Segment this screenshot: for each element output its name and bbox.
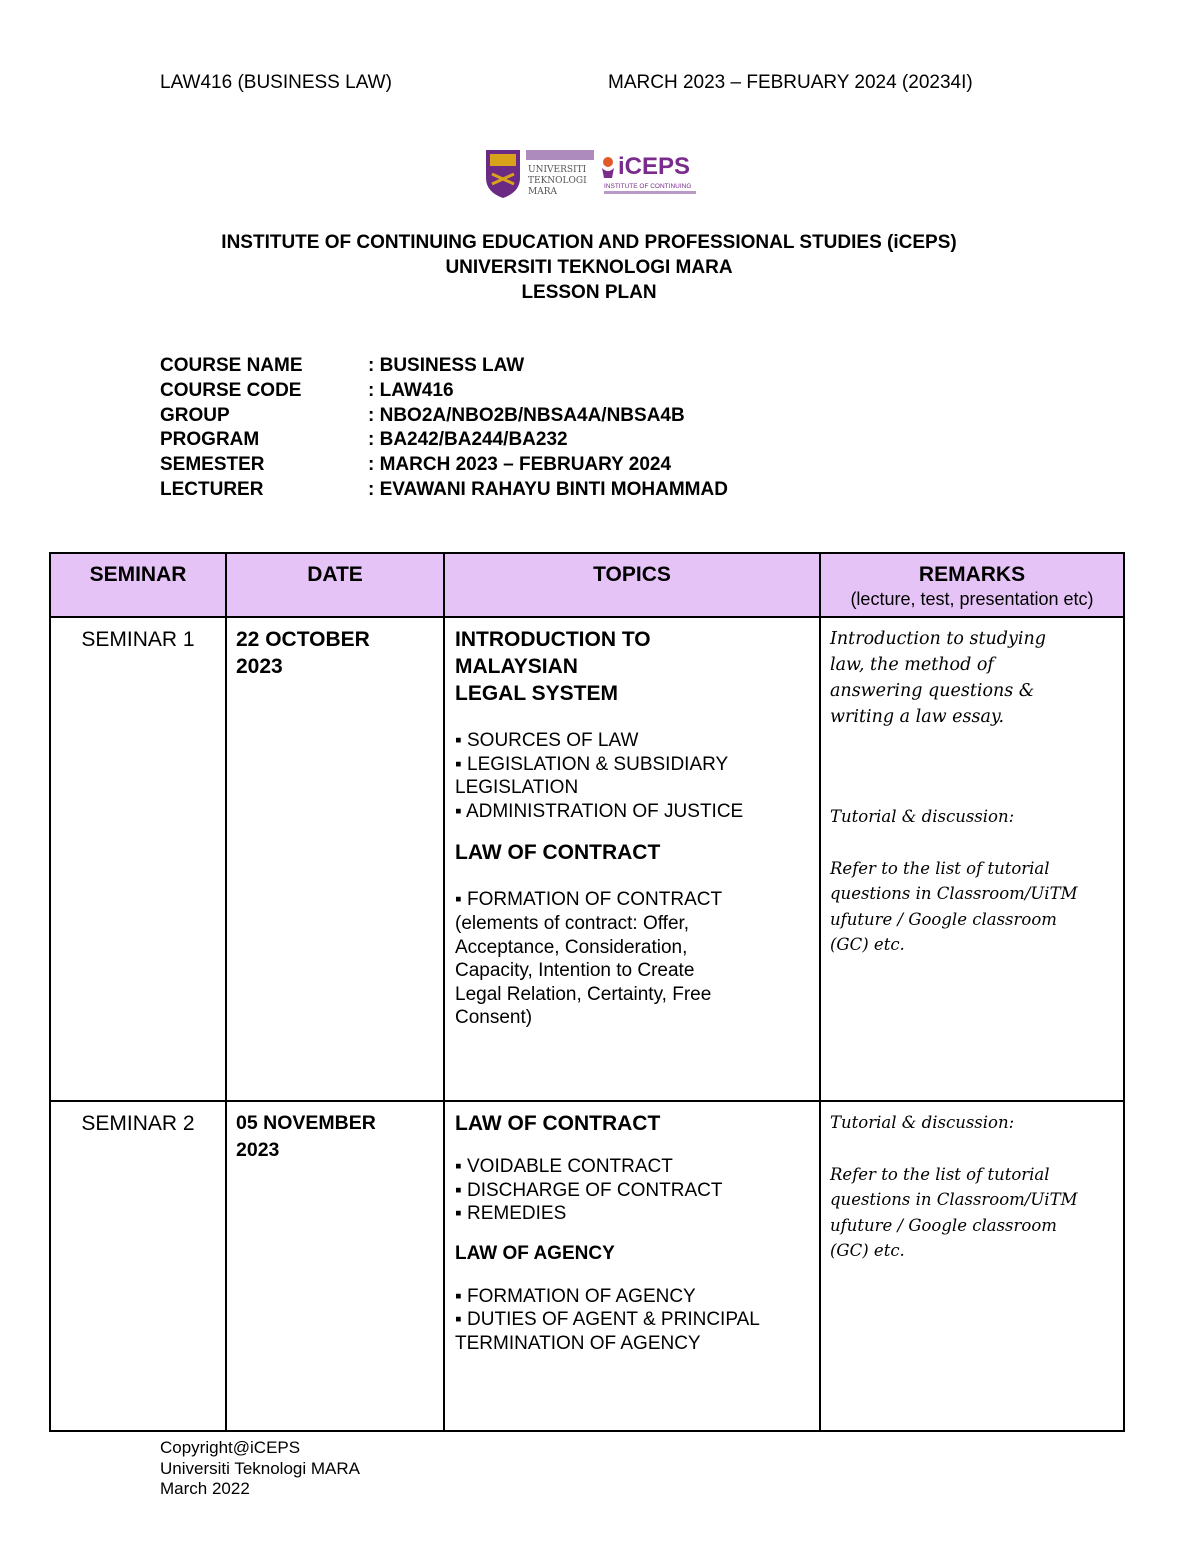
info-label: LECTURER: [160, 478, 264, 500]
document-titles: [0, 230, 1178, 305]
topic-item: ▪ LEGISLATION & SUBSIDIARY: [455, 753, 729, 775]
info-value: : LAW416: [368, 379, 454, 401]
footer: [160, 1438, 360, 1500]
topic-heading: LAW OF CONTRACT: [455, 1112, 661, 1135]
topic-item: ▪ FORMATION OF AGENCY: [455, 1285, 696, 1307]
institute-title: INSTITUTE OF CONTINUING EDUCATION AND PROFESSIONAL STUDIES (iCEPS): [221, 232, 957, 253]
info-value: : MARCH 2023 – FEBRUARY 2024: [368, 454, 672, 476]
topics-cell: LAW OF CONTRACT ▪ VOIDABLE CONTRACT ▪ DISCHARGE OF CONTRACT ▪ REMEDIES LAW OF AGENCY ▪ FORMATION OF AGENCY ▪ DUTIES OF AGENT & PRINCIPAL TERMINATION OF AGENCY: [444, 1101, 820, 1431]
seminar-cell: SEMINAR 1: [50, 617, 226, 1101]
topic-item: ▪ FORMATION OF CONTRACT: [455, 889, 723, 911]
date-cell: 05 NOVEMBER 2023: [226, 1101, 444, 1431]
col-header-date: DATE: [226, 553, 444, 617]
topic-item: ▪ SOURCES OF LAW: [455, 730, 639, 751]
footer-university: Universiti Teknologi MARA: [160, 1458, 360, 1478]
info-label: GROUP: [160, 404, 230, 426]
lesson-plan-title: LESSON PLAN: [521, 282, 657, 303]
topic-item: ▪ REMEDIES: [455, 1203, 567, 1225]
iceps-subtitle: INSTITUTE OF CONTINUING: [604, 183, 692, 190]
institution-logos: [484, 148, 698, 198]
table-row: [50, 617, 1124, 1101]
lesson-plan-table: [49, 552, 1125, 1432]
col-header-seminar: SEMINAR: [50, 553, 226, 617]
topics-cell: INTRODUCTION TO MALAYSIAN LEGAL SYSTEM ▪ SOURCES OF LAW ▪ LEGISLATION & SUBSIDIARY LEGISLATION ▪ ADMINISTRATION OF JUSTICE LAW OF CONTRACT ▪ FORMATION OF CONTRACT (elements of contract: Offer, Acceptance, Consideration, Capacity, Intention to Create Legal Relation, Certainty, Free Consent): [444, 617, 820, 1101]
header-course: LAW416 (BUSINESS LAW): [160, 72, 392, 93]
footer-date: March 2022: [160, 1479, 250, 1498]
table-row: [50, 1101, 1124, 1431]
topic-heading: LAW OF CONTRACT: [455, 841, 661, 865]
course-info: [160, 354, 728, 503]
university-title: UNIVERSITI TEKNOLOGI MARA: [445, 257, 733, 278]
iceps-wordmark: iCEPS: [618, 153, 691, 180]
remarks-cell: Introduction to studying law, the method of answering questions & writing a law essay. Tutorial & discussion: Refer to the list of tutorial questions in Classroom/UiTM ufuture / Google classroom (GC) etc.: [820, 617, 1124, 1101]
topic-item: ▪ DISCHARGE OF CONTRACT: [455, 1179, 723, 1201]
topic-item: ▪ ADMINISTRATION OF JUSTICE: [455, 800, 744, 822]
topic-item: ▪ VOIDABLE CONTRACT: [455, 1156, 673, 1177]
date-cell: 22 OCTOBER 2023: [226, 617, 444, 1101]
topic-heading: LAW OF AGENCY: [455, 1242, 615, 1264]
footer-copyright: Copyright@iCEPS: [160, 1438, 301, 1457]
col-header-topics: TOPICS: [444, 553, 820, 617]
info-label: COURSE NAME: [160, 355, 303, 376]
info-label: SEMESTER: [160, 454, 265, 476]
topic-item: ▪ DUTIES OF AGENT & PRINCIPAL: [455, 1309, 760, 1331]
col-header-remarks: REMARKS (lecture, test, presentation etc): [820, 553, 1124, 617]
remarks-tutorial: Tutorial & discussion:: [830, 1113, 1015, 1132]
table-header-row: [50, 553, 1124, 617]
uitm-wordmark-1: UNIVERSITI: [528, 165, 587, 175]
uitm-wordmark-3: MARA: [528, 187, 557, 197]
uitm-crest-icon: [486, 150, 520, 198]
info-value: : BUSINESS LAW: [368, 355, 525, 376]
info-value: : BA242/BA244/BA232: [368, 429, 568, 451]
info-value: : NBO2A/NBO2B/NBSA4A/NBSA4B: [368, 404, 685, 426]
seminar-cell: SEMINAR 2: [50, 1101, 226, 1431]
iceps-flame-icon: [602, 157, 614, 178]
uitm-wordmark-2: TEKNOLOGI: [528, 176, 587, 186]
remarks-tutorial: Tutorial & discussion:: [830, 807, 1015, 826]
info-value: : EVAWANI RAHAYU BINTI MOHAMMAD: [368, 478, 728, 500]
info-label: PROGRAM: [160, 429, 260, 451]
topic-heading: INTRODUCTION TO: [455, 628, 651, 651]
header-semester: MARCH 2023 – FEBRUARY 2024 (20234I): [608, 72, 973, 93]
remarks-cell: Tutorial & discussion: Refer to the list of tutorial questions in Classroom/UiTM ufuture / Google classroom (GC) etc.: [820, 1101, 1124, 1431]
remarks-subtitle: (lecture, test, presentation etc): [850, 589, 1094, 609]
info-label: COURSE CODE: [160, 379, 302, 401]
